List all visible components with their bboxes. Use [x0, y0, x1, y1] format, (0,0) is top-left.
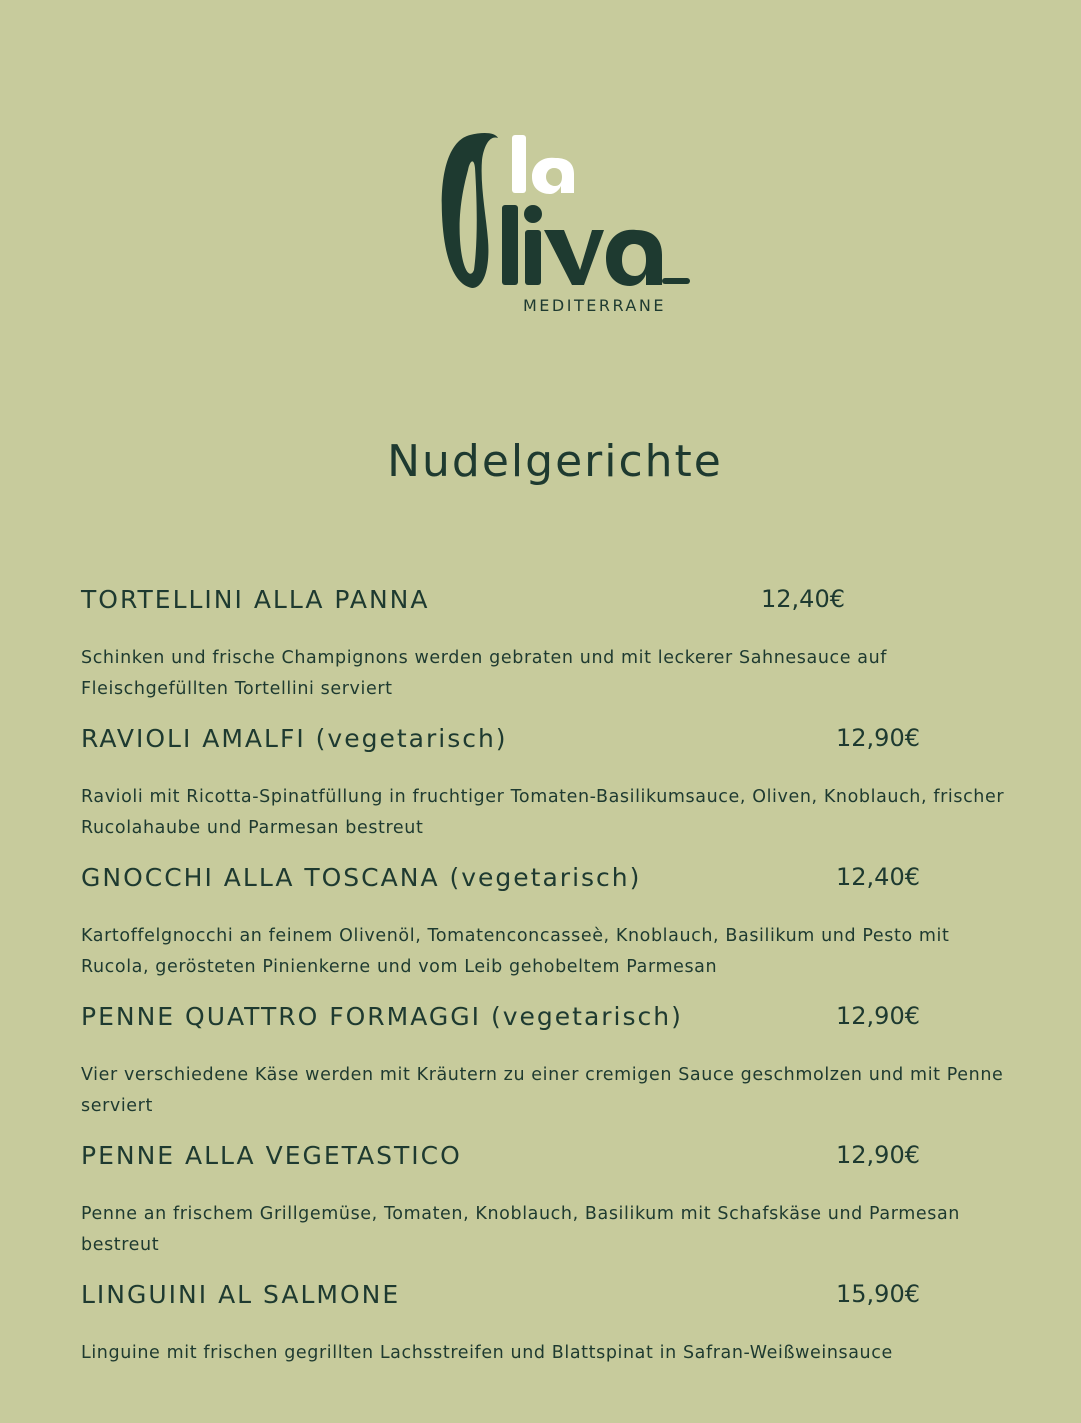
logo-letter-a [606, 230, 662, 286]
page-title: Nudelgerichte [387, 436, 723, 487]
dish-name: PENNE ALLA VEGETASTICO [81, 1141, 462, 1170]
dish-name: TORTELLINI ALLA PANNA [81, 585, 430, 614]
dish-description: Schinken und frische Champignons werden gebraten und mit leckerer Sahnesauce auf Fleischgefüllten Tortellini serviert [81, 648, 888, 699]
logo-o-shape [442, 133, 498, 288]
logo-small-a [532, 158, 574, 194]
logo-mark [440, 130, 700, 300]
logo-letter-v [544, 230, 604, 285]
dish-price: 12,90€ [836, 1002, 920, 1030]
dish-description: Ravioli mit Ricotta-Spinatfüllung in fruchtiger Tomaten-Basilikumsauce, Oliven, Knoblauch, frischer Rucolahaube und Parmesan bestreut [81, 787, 1005, 838]
logo-dot [524, 205, 542, 223]
dish-name: GNOCCHI ALLA TOSCANA (vegetarisch) [81, 863, 642, 892]
restaurant-logo [440, 130, 700, 320]
dish-description: Penne an frischem Grillgemüse, Tomaten, Knoblauch, Basilikum mit Schafskäse und Parmesan bestreut [81, 1204, 960, 1255]
dish-price: 12,90€ [836, 1141, 920, 1169]
dish-description: Kartoffelgnocchi an feinem Olivenöl, Tomatenconcasseè, Knoblauch, Basilikum und Pesto mit Rucola, gerösteten Pinienkerne und vom Leib gehobeltem Parmesan [81, 926, 950, 977]
dish-price: 12,40€ [836, 863, 920, 891]
logo-small-l [512, 135, 526, 193]
dish-name: LINGUINI AL SALMONE [81, 1280, 401, 1309]
menu-item [81, 585, 1011, 724]
logo-tagline: MEDITERRANE [523, 296, 666, 315]
dish-price: 15,90€ [836, 1280, 920, 1308]
dish-name: PENNE QUATTRO FORMAGGI (vegetarisch) [81, 1002, 683, 1031]
dish-price: 12,40€ [761, 585, 845, 613]
menu-item [81, 1280, 1011, 1419]
logo-letter-l [502, 205, 518, 285]
dish-description: Vier verschiedene Käse werden mit Kräutern zu einer cremigen Sauce geschmolzen und mit Penne serviert [81, 1065, 1004, 1116]
menu-item [81, 863, 1011, 1002]
logo-letter-i [525, 230, 541, 285]
menu-item [81, 1141, 1011, 1280]
logo-swash [662, 278, 690, 284]
dish-description: Linguine mit frischen gegrillten Lachsstreifen und Blattspinat in Safran-Weißweinsauce [81, 1343, 893, 1363]
menu-list [81, 585, 1011, 1419]
dish-price: 12,90€ [836, 724, 920, 752]
dish-name: RAVIOLI AMALFI (vegetarisch) [81, 724, 508, 753]
menu-item [81, 1002, 1011, 1141]
menu-item [81, 724, 1011, 863]
